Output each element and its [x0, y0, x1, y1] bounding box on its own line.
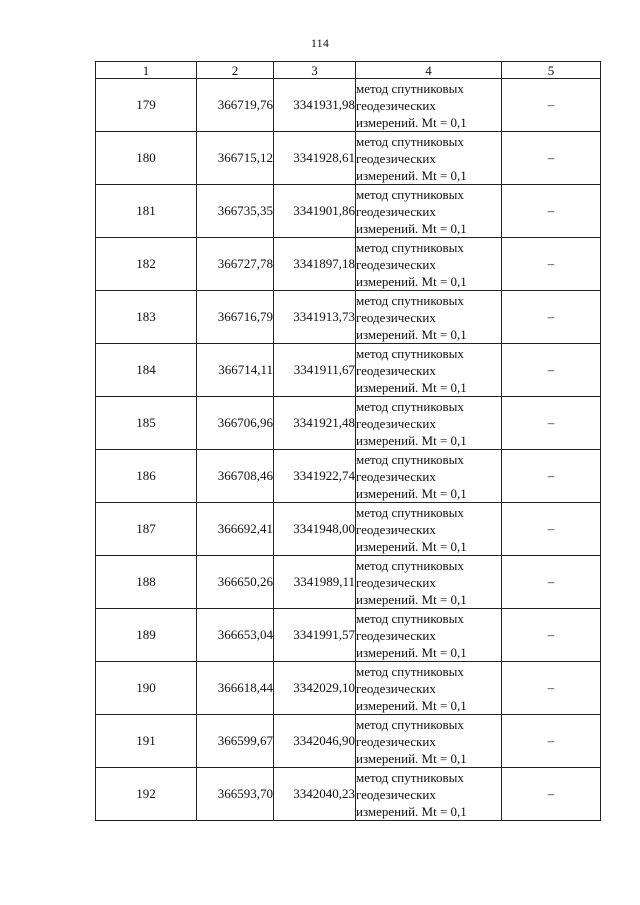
method-text-line: измерений. Mt = 0,1: [356, 220, 467, 236]
x-coordinate-cell: 366727,78: [197, 238, 274, 291]
table-row: [96, 185, 601, 238]
column-header: 1: [96, 62, 197, 79]
method-cell: [356, 768, 502, 821]
point-number-cell: 192: [96, 768, 197, 821]
point-number-cell: 186: [96, 450, 197, 503]
y-coordinate-cell: 3341948,00: [274, 503, 356, 556]
method-text-line: измерений. Mt = 0,1: [356, 538, 467, 554]
method-text-line: метод спутниковых: [356, 186, 464, 202]
note-cell: –: [502, 238, 601, 291]
method-text-line: измерений. Mt = 0,1: [356, 803, 467, 819]
x-coordinate-cell: 366618,44: [197, 662, 274, 715]
method-cell: [356, 344, 502, 397]
method-text-line: метод спутниковых: [356, 345, 464, 361]
y-coordinate-cell: 3341911,67: [274, 344, 356, 397]
y-coordinate-cell: 3341989,11: [274, 556, 356, 609]
x-coordinate-cell: 366692,41: [197, 503, 274, 556]
method-cell: [356, 79, 502, 132]
note-cell: –: [502, 344, 601, 397]
y-coordinate-cell: 3341913,73: [274, 291, 356, 344]
table-row: [96, 397, 601, 450]
method-text-line: геодезических: [356, 680, 436, 696]
x-coordinate-cell: 366650,26: [197, 556, 274, 609]
coordinates-table: [95, 61, 601, 821]
method-text-line: геодезических: [356, 786, 436, 802]
y-coordinate-cell: 3341922,74: [274, 450, 356, 503]
point-number-cell: 179: [96, 79, 197, 132]
point-number-cell: 184: [96, 344, 197, 397]
note-cell: –: [502, 291, 601, 344]
y-coordinate-cell: 3342040,23: [274, 768, 356, 821]
method-text-line: геодезических: [356, 733, 436, 749]
method-text-line: геодезических: [356, 468, 436, 484]
method-text-line: измерений. Mt = 0,1: [356, 167, 467, 183]
method-text-line: измерений. Mt = 0,1: [356, 114, 467, 130]
point-number-cell: 183: [96, 291, 197, 344]
method-text-line: геодезических: [356, 627, 436, 643]
table-row: [96, 450, 601, 503]
method-text-line: метод спутниковых: [356, 80, 464, 96]
column-header: 5: [502, 62, 601, 79]
method-text-line: измерений. Mt = 0,1: [356, 432, 467, 448]
y-coordinate-cell: 3341901,86: [274, 185, 356, 238]
note-cell: –: [502, 79, 601, 132]
table-row: [96, 132, 601, 185]
method-text-line: метод спутниковых: [356, 451, 464, 467]
table-row: [96, 503, 601, 556]
y-coordinate-cell: 3341991,57: [274, 609, 356, 662]
table-row: [96, 238, 601, 291]
method-text-line: метод спутниковых: [356, 610, 464, 626]
column-header: 4: [356, 62, 502, 79]
x-coordinate-cell: 366653,04: [197, 609, 274, 662]
method-text-line: метод спутниковых: [356, 398, 464, 414]
method-cell: [356, 397, 502, 450]
y-coordinate-cell: 3341928,61: [274, 132, 356, 185]
method-text-line: геодезических: [356, 521, 436, 537]
method-cell: [356, 450, 502, 503]
point-number-cell: 181: [96, 185, 197, 238]
method-text-line: геодезических: [356, 97, 436, 113]
note-cell: –: [502, 768, 601, 821]
point-number-cell: 187: [96, 503, 197, 556]
x-coordinate-cell: 366735,35: [197, 185, 274, 238]
note-cell: –: [502, 397, 601, 450]
method-cell: [356, 503, 502, 556]
method-text-line: метод спутниковых: [356, 133, 464, 149]
note-cell: –: [502, 132, 601, 185]
point-number-cell: 190: [96, 662, 197, 715]
table-body: [96, 79, 601, 821]
note-cell: –: [502, 662, 601, 715]
method-text-line: измерений. Mt = 0,1: [356, 326, 467, 342]
x-coordinate-cell: 366719,76: [197, 79, 274, 132]
y-coordinate-cell: 3341931,98: [274, 79, 356, 132]
method-text-line: геодезических: [356, 150, 436, 166]
method-text-line: измерений. Mt = 0,1: [356, 273, 467, 289]
x-coordinate-cell: 366708,46: [197, 450, 274, 503]
point-number-cell: 180: [96, 132, 197, 185]
table-row: [96, 291, 601, 344]
note-cell: –: [502, 715, 601, 768]
method-cell: [356, 132, 502, 185]
method-text-line: измерений. Mt = 0,1: [356, 379, 467, 395]
method-cell: [356, 662, 502, 715]
note-cell: –: [502, 556, 601, 609]
x-coordinate-cell: 366714,11: [197, 344, 274, 397]
x-coordinate-cell: 366716,79: [197, 291, 274, 344]
x-coordinate-cell: 366593,70: [197, 768, 274, 821]
method-text-line: геодезических: [356, 256, 436, 272]
table-row: [96, 662, 601, 715]
method-text-line: метод спутниковых: [356, 663, 464, 679]
method-text-line: измерений. Mt = 0,1: [356, 485, 467, 501]
table-row: [96, 609, 601, 662]
method-cell: [356, 609, 502, 662]
column-header: 2: [197, 62, 274, 79]
method-text-line: метод спутниковых: [356, 557, 464, 573]
table-row: [96, 344, 601, 397]
method-text-line: геодезических: [356, 415, 436, 431]
table-row: [96, 715, 601, 768]
point-number-cell: 185: [96, 397, 197, 450]
point-number-cell: 188: [96, 556, 197, 609]
note-cell: –: [502, 609, 601, 662]
method-cell: [356, 238, 502, 291]
table-row: [96, 79, 601, 132]
y-coordinate-cell: 3341897,18: [274, 238, 356, 291]
page-number: 114: [310, 36, 330, 50]
table-row: [96, 768, 601, 821]
note-cell: –: [502, 503, 601, 556]
method-cell: [356, 185, 502, 238]
method-text-line: метод спутниковых: [356, 504, 464, 520]
method-text-line: измерений. Mt = 0,1: [356, 591, 467, 607]
y-coordinate-cell: 3341921,48: [274, 397, 356, 450]
point-number-cell: 189: [96, 609, 197, 662]
method-cell: [356, 556, 502, 609]
method-text-line: геодезических: [356, 203, 436, 219]
method-text-line: метод спутниковых: [356, 239, 464, 255]
column-header: 3: [274, 62, 356, 79]
table-header-row: [96, 62, 601, 79]
method-cell: [356, 291, 502, 344]
point-number-cell: 182: [96, 238, 197, 291]
x-coordinate-cell: 366715,12: [197, 132, 274, 185]
table-row: [96, 556, 601, 609]
y-coordinate-cell: 3342046,90: [274, 715, 356, 768]
method-text-line: измерений. Mt = 0,1: [356, 644, 467, 660]
method-text-line: метод спутниковых: [356, 716, 464, 732]
method-text-line: геодезических: [356, 362, 436, 378]
note-cell: –: [502, 450, 601, 503]
method-cell: [356, 715, 502, 768]
x-coordinate-cell: 366599,67: [197, 715, 274, 768]
method-text-line: геодезических: [356, 309, 436, 325]
note-cell: –: [502, 185, 601, 238]
x-coordinate-cell: 366706,96: [197, 397, 274, 450]
method-text-line: измерений. Mt = 0,1: [356, 750, 467, 766]
method-text-line: измерений. Mt = 0,1: [356, 697, 467, 713]
point-number-cell: 191: [96, 715, 197, 768]
method-text-line: геодезических: [356, 574, 436, 590]
method-text-line: метод спутниковых: [356, 292, 464, 308]
method-text-line: метод спутниковых: [356, 769, 464, 785]
y-coordinate-cell: 3342029,10: [274, 662, 356, 715]
